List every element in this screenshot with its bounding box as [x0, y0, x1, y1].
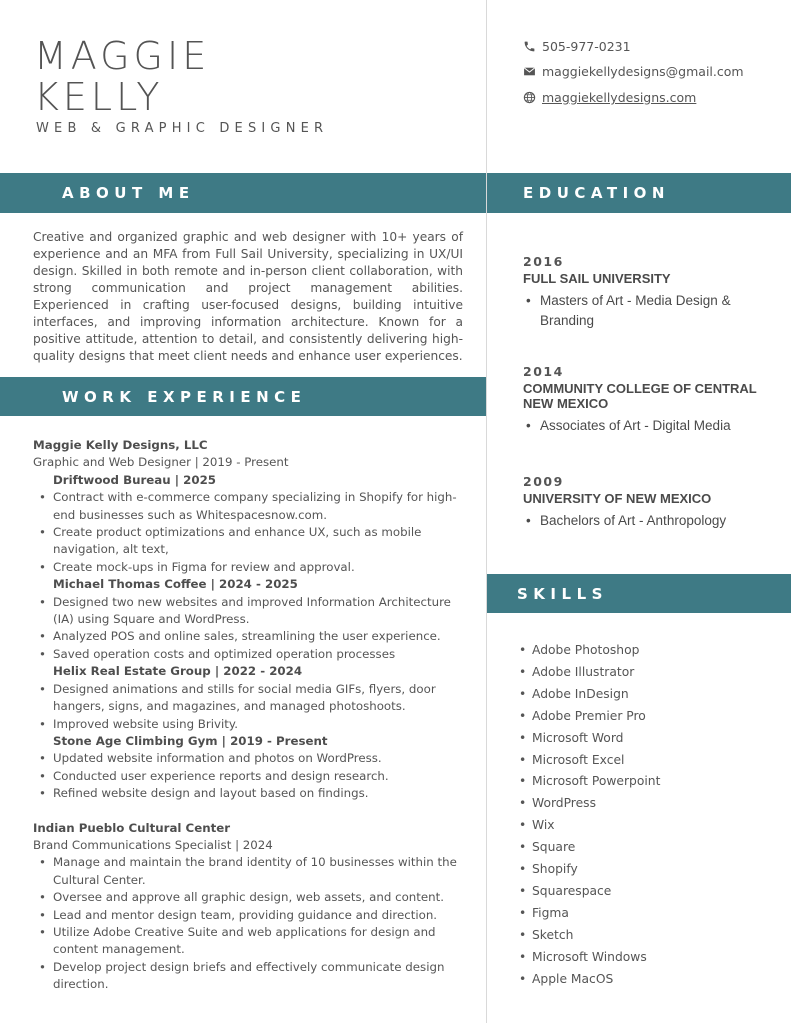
- column-divider: [486, 0, 487, 1023]
- about-text: Creative and organized graphic and web designer with 10+ years of experience and an MFA from Full Sail University, specializing in UX/UI design. Skilled in both remote and in-person client collaboration, with strong communication and project management abilities. Experienced in crafting user-focused designs, building intuitive interfaces, and improving information architecture. Known for a positive attitude, attention to detail, and consistently delivering high-quality designs that meet client needs and enhance user experiences.: [33, 230, 463, 363]
- education-entry: [523, 254, 763, 331]
- list-item: • Develop project design briefs and effectively communicate design direction.: [53, 959, 473, 994]
- list-item: • Wix: [532, 815, 660, 837]
- education-school: COMMUNITY COLLEGE OF CENTRAL NEW MEXICO: [523, 381, 757, 411]
- list-item: • Microsoft Word: [532, 728, 660, 750]
- skills-section-title: SKILLS: [517, 584, 608, 603]
- education-year: 2009: [523, 474, 564, 489]
- list-item: • Oversee and approve all graphic design, web assets, and content.: [53, 889, 473, 906]
- company-name: Indian Pueblo Cultural Center: [33, 820, 231, 835]
- client-bullets: [33, 489, 473, 576]
- envelope-icon: [523, 65, 536, 78]
- phone-number: 505-977-0231: [542, 39, 631, 54]
- list-item: • Apple MacOS: [532, 969, 660, 991]
- about-section-title: ABOUT ME: [62, 184, 195, 202]
- education-school: UNIVERSITY OF NEW MEXICO: [523, 491, 712, 506]
- list-item: • Manage and maintain the brand identity of 10 businesses within the Cultural Center.: [53, 854, 473, 889]
- list-item: • Adobe Photoshop: [532, 640, 660, 662]
- email-address: maggiekellydesigns@gmail.com: [542, 64, 744, 79]
- work-section-title: WORK EXPERIENCE: [62, 387, 307, 406]
- list-item: • Designed animations and stills for social media GIFs, flyers, door hangers, signs, and magazines, and managed photoshoots.: [53, 681, 473, 716]
- list-item: • Adobe Premier Pro: [532, 706, 660, 728]
- list-item: • Microsoft Excel: [532, 750, 660, 772]
- list-item: • Saved operation costs and optimized operation processes: [53, 646, 473, 663]
- education-degree: • Masters of Art - Media Design & Branding: [523, 291, 763, 331]
- job-bullets: [33, 854, 473, 993]
- globe-icon: [523, 91, 536, 104]
- job-title: WEB & GRAPHIC DESIGNER: [36, 121, 329, 136]
- about-section-header: [0, 173, 486, 213]
- work-section-header: [0, 377, 486, 416]
- list-item: • WordPress: [532, 793, 660, 815]
- client-bullets: [33, 681, 473, 733]
- contact-email: [523, 64, 744, 79]
- name-last: KELLY: [34, 75, 164, 119]
- education-section-header: [487, 173, 791, 213]
- skills-list: [532, 640, 660, 991]
- list-item: • Squarespace: [532, 881, 660, 903]
- list-item: • Lead and mentor design team, providing guidance and direction.: [53, 907, 473, 924]
- client-name: Stone Age Climbing Gym | 2019 - Present: [53, 733, 328, 748]
- list-item: • Analyzed POS and online sales, streamlining the user experience.: [53, 628, 473, 645]
- list-item: • Create mock-ups in Figma for review and approval.: [53, 559, 473, 576]
- company-name: Maggie Kelly Designs, LLC: [33, 438, 208, 452]
- spacer: [33, 803, 473, 820]
- name-first: MAGGIE: [34, 34, 211, 78]
- list-item: • Designed two new websites and improved Information Architecture (IA) using Square and WordPress.: [53, 594, 473, 629]
- list-item: • Improved website using Brivity.: [53, 716, 473, 733]
- education-year: 2016: [523, 254, 564, 269]
- list-item: • Contract with e-commerce company specializing in Shopify for high-end businesses such as Whitespacesnow.com.: [53, 489, 473, 524]
- client-bullets: [33, 750, 473, 802]
- list-item: • Shopify: [532, 859, 660, 881]
- list-item: • Utilize Adobe Creative Suite and web applications for design and content management.: [53, 924, 473, 959]
- client-name: Michael Thomas Coffee | 2024 - 2025: [53, 577, 298, 592]
- list-item: • Adobe Illustrator: [532, 662, 660, 684]
- list-item: • Sketch: [532, 925, 660, 947]
- list-item: • Figma: [532, 903, 660, 925]
- education-year: 2014: [523, 364, 564, 379]
- contact-phone: [523, 39, 631, 54]
- work-experience: [33, 437, 473, 994]
- phone-icon: [523, 40, 536, 53]
- list-item: • Create product optimizations and enhance UX, such as mobile navigation, alt text,: [53, 524, 473, 559]
- contact-website: [523, 90, 696, 105]
- education-degree: • Associates of Art - Digital Media: [523, 416, 763, 436]
- education-degree: • Bachelors of Art - Anthropology: [523, 511, 763, 531]
- list-item: • Updated website information and photos on WordPress.: [53, 750, 473, 767]
- list-item: • Microsoft Windows: [532, 947, 660, 969]
- list-item: • Microsoft Powerpoint: [532, 771, 660, 793]
- client-name: Helix Real Estate Group | 2022 - 2024: [53, 664, 303, 679]
- skills-section-header: [487, 574, 791, 613]
- job-role: Brand Communications Specialist | 2024: [33, 837, 273, 852]
- education-school: FULL SAIL UNIVERSITY: [523, 271, 671, 286]
- education-section-title: EDUCATION: [523, 184, 670, 202]
- client-bullets: [33, 594, 473, 664]
- list-item: • Conducted user experience reports and design research.: [53, 768, 473, 785]
- list-item: • Square: [532, 837, 660, 859]
- client-name: Driftwood Bureau | 2025: [53, 472, 217, 487]
- education-entry: [523, 474, 763, 531]
- list-item: • Adobe InDesign: [532, 684, 660, 706]
- name-heading: [34, 36, 210, 118]
- job-role: Graphic and Web Designer | 2019 - Present: [33, 455, 289, 470]
- education-entry: [523, 364, 763, 436]
- website-link[interactable]: maggiekellydesigns.com: [542, 90, 697, 105]
- list-item: • Refined website design and layout based on findings.: [53, 785, 473, 802]
